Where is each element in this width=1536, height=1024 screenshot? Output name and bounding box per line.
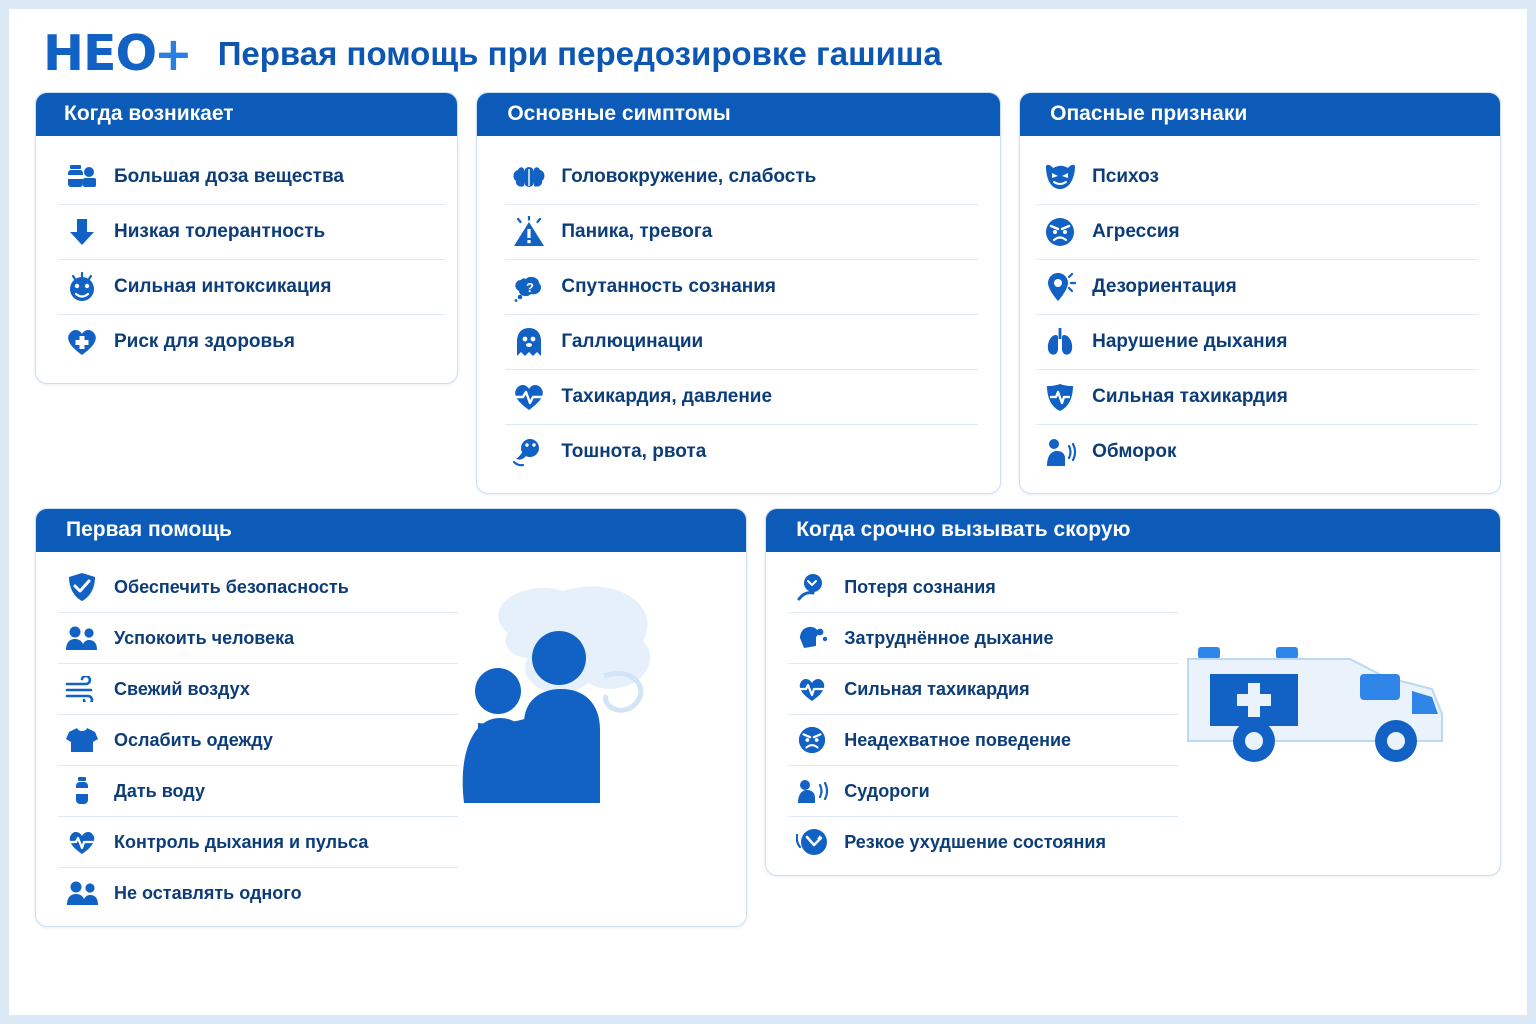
heart-pulse-icon — [509, 378, 549, 416]
list-item-label: Психоз — [1092, 166, 1159, 187]
card-emergency — [765, 508, 1501, 876]
list-item[interactable] — [788, 562, 1178, 613]
angry-face-icon — [1040, 213, 1080, 251]
card-first-aid — [35, 508, 747, 927]
card-emergency-body — [766, 552, 1500, 875]
list-item[interactable] — [58, 150, 445, 205]
list-item[interactable] — [505, 150, 978, 205]
list-item-label: Сильная тахикардия — [1092, 386, 1288, 407]
heart-cross-icon — [62, 323, 102, 361]
card-emergency-title: Когда срочно вызывать скорую — [766, 509, 1500, 552]
list-item-label: Обеспечить безопасность — [114, 576, 349, 597]
brain-icon — [509, 158, 549, 196]
list-item-label: Контроль дыхания и пульса — [114, 831, 369, 852]
angry-face-icon — [792, 721, 832, 759]
list-item[interactable] — [505, 205, 978, 260]
water-bottle-icon — [62, 772, 102, 810]
heart-pulse-icon — [792, 670, 832, 708]
list-item-label: Успокоить человека — [114, 627, 295, 648]
list-item[interactable] — [1036, 150, 1478, 205]
list-item[interactable] — [58, 315, 445, 369]
shield-check-icon — [62, 568, 102, 606]
card-danger-body — [1020, 136, 1500, 493]
thought-question-icon — [509, 268, 549, 306]
list-item[interactable] — [1036, 425, 1478, 479]
unconscious-head-icon — [792, 568, 832, 606]
list-item[interactable] — [788, 613, 1178, 664]
top-row — [9, 92, 1527, 494]
list-item[interactable] — [58, 817, 458, 868]
people-pair-icon — [62, 874, 102, 912]
card-danger — [1019, 92, 1501, 494]
down-arrow-icon — [62, 213, 102, 251]
list-item-label: Агрессия — [1092, 221, 1180, 242]
bottle-pills-icon — [62, 158, 102, 196]
list-item[interactable] — [1036, 370, 1478, 425]
list-item-label: Ослабить одежду — [114, 729, 273, 750]
heart-shield-pulse-icon — [1040, 378, 1080, 416]
card-symptoms — [476, 92, 1001, 494]
brand-name: НЕО — [43, 25, 157, 82]
card-first-aid-body — [36, 552, 746, 926]
list-item[interactable] — [1036, 260, 1478, 315]
vomit-icon — [509, 433, 549, 471]
list-item-label: Дать воду — [114, 780, 205, 801]
two-people-helping-illustration — [428, 573, 698, 828]
wind-icon — [62, 670, 102, 708]
list-item[interactable] — [58, 715, 458, 766]
list-item[interactable] — [58, 664, 458, 715]
list-item[interactable] — [58, 205, 445, 260]
list-item-label: Обморок — [1092, 441, 1177, 462]
list-item-label: Свежий воздух — [114, 678, 250, 699]
list-item[interactable] — [1036, 205, 1478, 260]
list-item-label: Затруднённое дыхание — [844, 627, 1054, 648]
list-item[interactable] — [58, 868, 458, 918]
list-item-label: Сильная тахикардия — [844, 678, 1030, 699]
list-item-label: Потеря сознания — [844, 576, 996, 597]
list-item-label: Тахикардия, давление — [561, 386, 773, 407]
devil-face-icon — [1040, 158, 1080, 196]
list-item[interactable] — [788, 715, 1178, 766]
list-item-label: Паника, тревога — [561, 221, 713, 242]
list-item[interactable] — [788, 766, 1178, 817]
list-item-label: Риск для здоровья — [114, 331, 295, 352]
list-item[interactable] — [1036, 315, 1478, 370]
list-item-label: Низкая толерантность — [114, 221, 326, 242]
list-item[interactable] — [788, 664, 1178, 715]
card-when-body — [36, 136, 457, 383]
emergency-list — [788, 562, 1178, 867]
warning-triangle-icon — [509, 213, 549, 251]
list-item-label: Резкое ухудшение состояния — [844, 831, 1106, 852]
list-item[interactable] — [505, 425, 978, 479]
ambulance-illustration — [1180, 619, 1470, 794]
list-item-label: Судороги — [844, 780, 930, 801]
first-aid-list — [58, 562, 458, 918]
ghost-icon — [509, 323, 549, 361]
fainting-person-icon — [1040, 433, 1080, 471]
page-title: Первая помощь при передозировке гашиша — [217, 34, 942, 72]
list-item-label: Сильная интоксикация — [114, 276, 332, 297]
two-people-icon — [62, 619, 102, 657]
list-item[interactable] — [58, 766, 458, 817]
dizzy-face-icon — [62, 268, 102, 306]
list-item-label: Спутанность сознания — [561, 276, 777, 297]
card-danger-title: Опасные признаки — [1020, 93, 1500, 136]
svg-text:?: ? — [526, 280, 535, 295]
decline-circle-icon — [792, 823, 832, 861]
list-item[interactable] — [505, 315, 978, 370]
list-item-label: Дезориентация — [1092, 276, 1237, 297]
list-item[interactable] — [58, 562, 458, 613]
list-item[interactable] — [505, 260, 978, 315]
list-item[interactable] — [58, 613, 458, 664]
list-item[interactable] — [788, 817, 1178, 867]
seizure-person-icon — [792, 772, 832, 810]
lungs-icon — [1040, 323, 1080, 361]
brand-plus: + — [154, 26, 192, 81]
list-item-label: Тошнота, рвота — [561, 441, 707, 462]
list-item-label: Головокружение, слабость — [561, 166, 817, 187]
card-when-title: Когда возникает — [36, 93, 457, 136]
list-item-label: Галлюцинации — [561, 331, 704, 352]
list-item[interactable] — [58, 260, 445, 315]
card-first-aid-title: Первая помощь — [36, 509, 746, 552]
card-symptoms-body — [477, 136, 1000, 493]
brand-logo — [43, 25, 192, 82]
bottom-row — [9, 494, 1527, 927]
location-dizzy-icon — [1040, 268, 1080, 306]
list-item-label: Нарушение дыхания — [1092, 331, 1288, 352]
tshirt-icon — [62, 721, 102, 759]
list-item-label: Большая доза вещества — [114, 166, 344, 187]
card-symptoms-title: Основные симптомы — [477, 93, 1000, 136]
list-item-label: Неадехватное поведение — [844, 729, 1072, 750]
card-when — [35, 92, 458, 384]
list-item[interactable] — [505, 370, 978, 425]
header — [9, 9, 1527, 92]
list-item-label: Не оставлять одного — [114, 882, 302, 903]
heart-monitor-icon — [62, 823, 102, 861]
breathing-difficulty-icon — [792, 619, 832, 657]
